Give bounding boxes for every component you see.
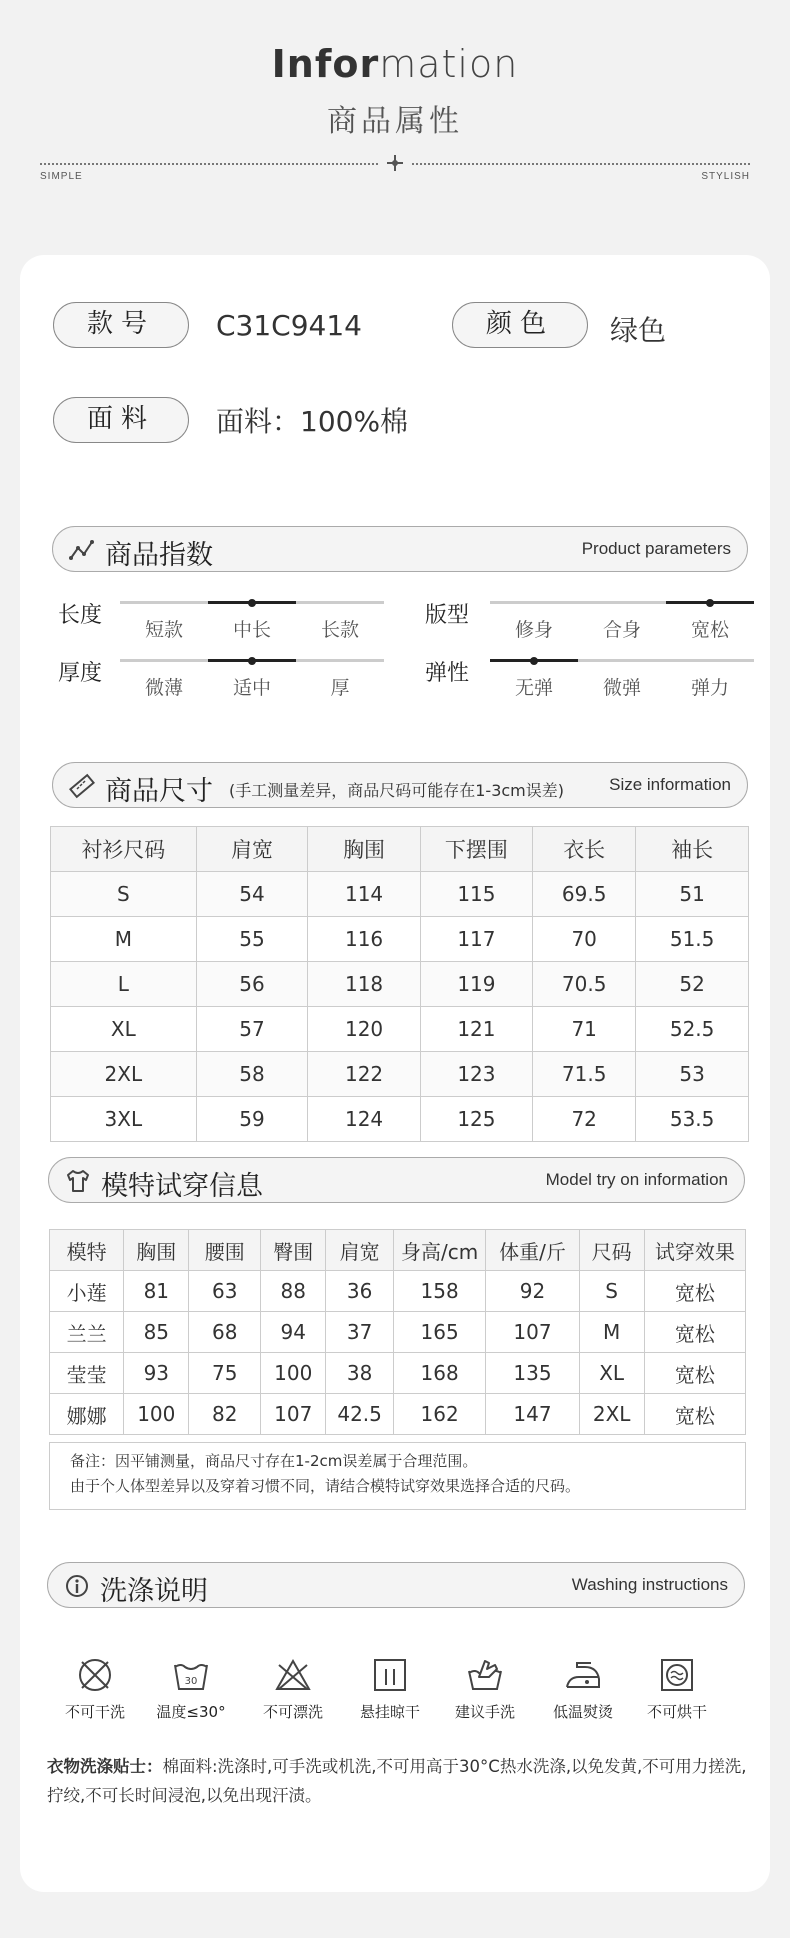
fabric-value: 面料：100%棉 <box>216 405 409 438</box>
wash-label: 不可漂洗 <box>262 1703 323 1721</box>
model-cell: 93 <box>124 1353 189 1394</box>
hand-wash-icon <box>440 1655 530 1695</box>
size-cell: 54 <box>196 872 308 917</box>
model-cell: 88 <box>261 1271 326 1312</box>
size-cell: S <box>51 872 197 917</box>
model-cell: 宽松 <box>644 1394 745 1435</box>
model-cell: 94 <box>261 1312 326 1353</box>
index-marker-dot <box>530 657 538 665</box>
size-column-header: 胸围 <box>308 827 420 872</box>
model-cell: 107 <box>261 1394 326 1435</box>
index-label: 弹性 <box>425 661 470 686</box>
model-note-line1: 备注：因平铺测量，商品尺寸存在1-2cm误差属于合理范围。 <box>70 1452 478 1470</box>
model-cell: 135 <box>486 1353 579 1394</box>
wash-label: 不可烘干 <box>646 1703 707 1721</box>
size-cell: 116 <box>308 917 420 962</box>
size-cell: 69.5 <box>533 872 636 917</box>
size-cell: 115 <box>420 872 532 917</box>
model-column-header: 臀围 <box>261 1230 326 1271</box>
wash-item <box>632 1655 722 1722</box>
index-option: 微弹 <box>602 677 641 699</box>
model-column-header: 模特 <box>50 1230 124 1271</box>
index-marker-dot <box>248 657 256 665</box>
model-column-header: 尺码 <box>579 1230 644 1271</box>
table-row <box>51 1097 749 1142</box>
size-cell: 59 <box>196 1097 308 1142</box>
section-header-size <box>52 762 748 808</box>
index-option: 短款 <box>144 619 183 641</box>
model-cell: 100 <box>124 1394 189 1435</box>
size-error-note: (手工测量差异，商品尺码可能存在1-3cm误差) <box>229 781 565 800</box>
size-cell: L <box>51 962 197 1007</box>
model-cell: 宽松 <box>644 1353 745 1394</box>
index-option: 弹力 <box>690 677 729 699</box>
index-option: 合身 <box>602 619 641 641</box>
table-row <box>50 1394 746 1435</box>
size-column-header: 袖长 <box>636 827 749 872</box>
model-cell: 63 <box>189 1271 261 1312</box>
size-cell: 56 <box>196 962 308 1007</box>
model-cell: 82 <box>189 1394 261 1435</box>
index-option: 微薄 <box>144 677 183 699</box>
table-row <box>51 962 749 1007</box>
model-cell: 42.5 <box>326 1394 394 1435</box>
model-cell: 107 <box>486 1312 579 1353</box>
section-header-model <box>48 1157 745 1203</box>
index-option: 无弹 <box>514 677 553 699</box>
wash-item <box>146 1655 236 1722</box>
wash-item <box>50 1655 140 1722</box>
size-table <box>50 826 749 1142</box>
wash-item <box>345 1655 435 1722</box>
size-cell: 120 <box>308 1007 420 1052</box>
model-cell: 147 <box>486 1394 579 1435</box>
index-option: 中长 <box>232 619 271 641</box>
size-column-header: 衣长 <box>533 827 636 872</box>
table-row <box>51 1007 749 1052</box>
model-cell: 37 <box>326 1312 394 1353</box>
style-no-value: C31C9414 <box>216 309 362 342</box>
section-title: 洗涤说明 <box>100 1576 208 1607</box>
trend-line-icon <box>69 537 95 563</box>
model-column-header: 胸围 <box>124 1230 189 1271</box>
divider-left <box>40 163 378 165</box>
model-column-header: 身高/cm <box>393 1230 486 1271</box>
section-header-wash <box>47 1562 745 1608</box>
size-cell: 124 <box>308 1097 420 1142</box>
cross-ornament-icon <box>386 154 404 172</box>
index-marker-dot <box>248 599 256 607</box>
table-row <box>51 1052 749 1097</box>
model-cell: 81 <box>124 1271 189 1312</box>
model-cell: 宽松 <box>644 1312 745 1353</box>
size-cell: 51 <box>636 872 749 917</box>
section-header-product-index <box>52 526 748 572</box>
size-column-header: 肩宽 <box>196 827 308 872</box>
no-bleach-icon <box>248 1655 338 1695</box>
wash-item <box>248 1655 338 1722</box>
color-value: 绿色 <box>610 314 667 347</box>
size-cell: 53.5 <box>636 1097 749 1142</box>
model-cell: 68 <box>189 1312 261 1353</box>
hang-dry-icon <box>345 1655 435 1695</box>
index-option: 厚 <box>330 677 350 699</box>
size-cell: 53 <box>636 1052 749 1097</box>
index-option: 长款 <box>320 619 359 641</box>
wash-tip <box>47 1752 762 1810</box>
size-cell: 125 <box>420 1097 532 1142</box>
wash-label: 建议手洗 <box>454 1703 515 1721</box>
index-option: 修身 <box>514 619 553 641</box>
index-label: 厚度 <box>58 661 103 686</box>
size-cell: 52 <box>636 962 749 1007</box>
index-label: 版型 <box>425 603 470 628</box>
section-title: 商品尺寸 <box>105 776 213 807</box>
index-label: 长度 <box>58 603 103 628</box>
size-cell: 70.5 <box>533 962 636 1007</box>
tag-stylish: STYLISH <box>701 171 750 182</box>
model-cell: 36 <box>326 1271 394 1312</box>
color-label: 颜色 <box>452 302 588 348</box>
model-column-header: 体重/斤 <box>486 1230 579 1271</box>
size-cell: 114 <box>308 872 420 917</box>
size-cell: 118 <box>308 962 420 1007</box>
shirt-icon <box>65 1168 91 1194</box>
model-cell: 75 <box>189 1353 261 1394</box>
svg-text:30: 30 <box>184 1676 198 1687</box>
model-column-header: 试穿效果 <box>644 1230 745 1271</box>
model-table <box>49 1229 746 1435</box>
table-row <box>50 1353 746 1394</box>
model-cell: 38 <box>326 1353 394 1394</box>
wash-label: 悬挂晾干 <box>359 1703 420 1721</box>
model-cell: 168 <box>393 1353 486 1394</box>
model-note-line2: 由于个人体型差异以及穿着习惯不同，请结合模特试穿效果选择合适的尺码。 <box>70 1477 581 1495</box>
table-row <box>51 917 749 962</box>
table-row <box>50 1271 746 1312</box>
wash-label: 温度≤30° <box>156 1703 226 1721</box>
model-cell: 85 <box>124 1312 189 1353</box>
wash-label: 低温熨烫 <box>552 1703 613 1721</box>
model-cell: M <box>579 1312 644 1353</box>
size-cell: 3XL <box>51 1097 197 1142</box>
size-cell: 57 <box>196 1007 308 1052</box>
size-cell: 2XL <box>51 1052 197 1097</box>
model-cell: 兰兰 <box>50 1312 124 1353</box>
model-cell: 娜娜 <box>50 1394 124 1435</box>
size-cell: 71.5 <box>533 1052 636 1097</box>
low-iron-icon <box>538 1655 628 1695</box>
size-cell: M <box>51 917 197 962</box>
size-column-header: 下摆围 <box>420 827 532 872</box>
tag-simple: SIMPLE <box>40 171 83 182</box>
table-row <box>51 872 749 917</box>
size-cell: 58 <box>196 1052 308 1097</box>
section-title: 商品指数 <box>105 540 213 571</box>
size-cell: XL <box>51 1007 197 1052</box>
divider-right <box>412 163 750 165</box>
size-cell: 70 <box>533 917 636 962</box>
size-column-header: 衬衫尺码 <box>51 827 197 872</box>
model-cell: 宽松 <box>644 1271 745 1312</box>
wash-tip-label: 衣物洗涤贴士： <box>47 1757 163 1776</box>
page-title: Information <box>271 42 519 86</box>
model-note <box>49 1442 746 1510</box>
wash-item <box>440 1655 530 1722</box>
size-cell: 123 <box>420 1052 532 1097</box>
section-title: 模特试穿信息 <box>101 1171 263 1202</box>
style-no-label: 款号 <box>53 302 189 348</box>
model-cell: 100 <box>261 1353 326 1394</box>
table-row <box>50 1312 746 1353</box>
index-option: 宽松 <box>690 619 729 641</box>
model-cell: S <box>579 1271 644 1312</box>
model-cell: 小莲 <box>50 1271 124 1312</box>
model-column-header: 肩宽 <box>326 1230 394 1271</box>
model-cell: XL <box>579 1353 644 1394</box>
section-title-en: Size information <box>609 775 731 794</box>
wash-label: 不可干洗 <box>64 1703 125 1721</box>
index-option: 适中 <box>232 677 271 699</box>
size-cell: 122 <box>308 1052 420 1097</box>
wash-item <box>538 1655 628 1722</box>
section-title-en: Washing instructions <box>571 1575 728 1594</box>
size-cell: 71 <box>533 1007 636 1052</box>
size-cell: 117 <box>420 917 532 962</box>
section-title-en: Model try on information <box>545 1170 728 1189</box>
ruler-icon <box>69 773 95 799</box>
info-icon <box>64 1573 90 1599</box>
wash-30-icon <box>146 1655 236 1695</box>
no-dry-clean-icon <box>50 1655 140 1695</box>
size-cell: 51.5 <box>636 917 749 962</box>
page-subtitle: 商品属性 <box>327 104 463 139</box>
size-cell: 72 <box>533 1097 636 1142</box>
section-title-en: Product parameters <box>581 539 731 558</box>
index-marker-dot <box>706 599 714 607</box>
wash-tip-text: 棉面料:洗涤时,可手洗或机洗,不可用高于30°C热水洗涤,以免发黄,不可用力搓洗,拧绞,不可长时间浸泡,以免出现汗渍。 <box>47 1757 747 1805</box>
model-cell: 165 <box>393 1312 486 1353</box>
size-cell: 52.5 <box>636 1007 749 1052</box>
size-cell: 55 <box>196 917 308 962</box>
fabric-label: 面料 <box>53 397 189 443</box>
no-tumble-dry-icon <box>632 1655 722 1695</box>
model-cell: 92 <box>486 1271 579 1312</box>
model-cell: 2XL <box>579 1394 644 1435</box>
size-cell: 119 <box>420 962 532 1007</box>
model-cell: 158 <box>393 1271 486 1312</box>
model-column-header: 腰围 <box>189 1230 261 1271</box>
model-cell: 莹莹 <box>50 1353 124 1394</box>
model-cell: 162 <box>393 1394 486 1435</box>
size-cell: 121 <box>420 1007 532 1052</box>
